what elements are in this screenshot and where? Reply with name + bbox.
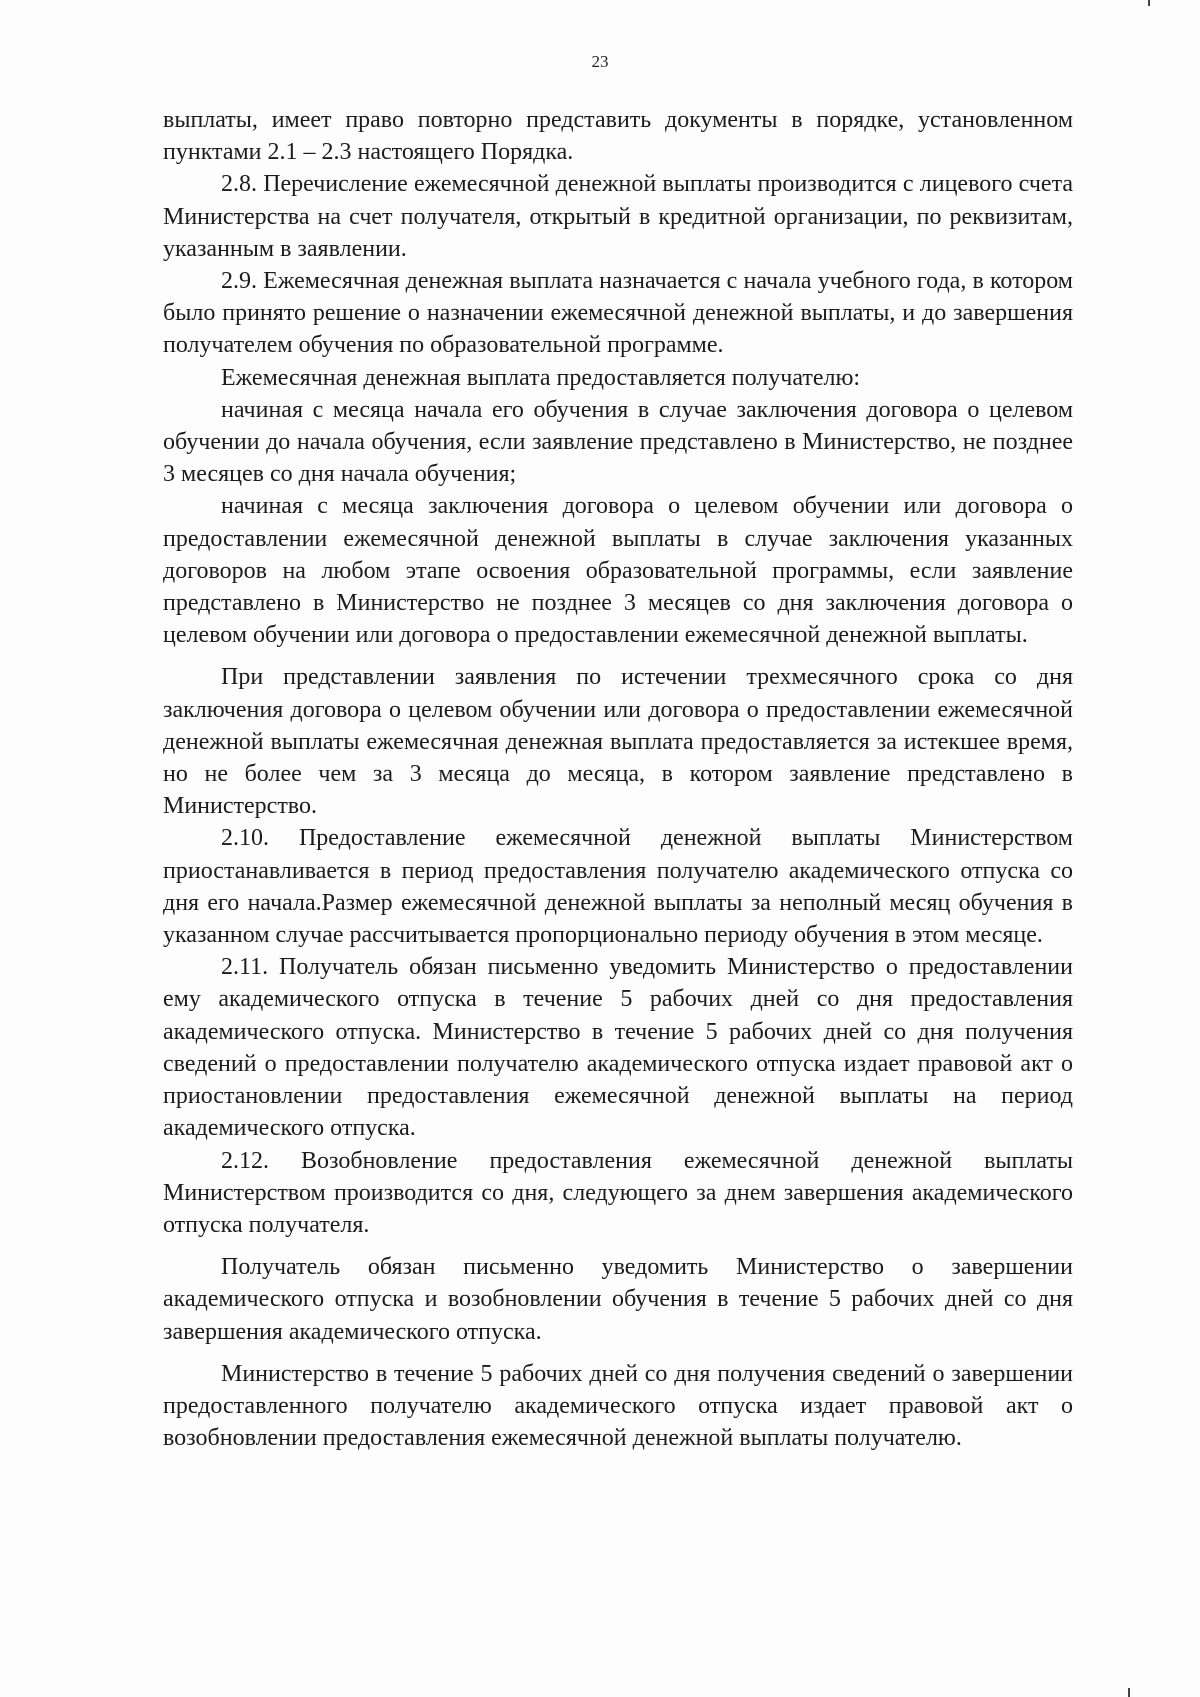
paragraph-2-8: 2.8. Перечисление ежемесячной денежной выплаты производится с лицевого счета Министерства на счет получателя, открытый в кредитной организации, по реквизитам, указанным в заявлении. xyxy=(163,171,1073,262)
paragraph-2-12: 2.12. Возобновление предоставления ежемесячной денежной выплаты Министерством производится со дня, следующего за днем завершения академического отпуска получателя. xyxy=(163,1147,1073,1238)
paragraph-2-10: 2.10. Предоставление ежемесячной денежной выплаты Министерством приостанавливается в период предоставления получателю академического отпуска со дня его начала.Размер ежемесячной денежной выплаты за неполный месяц обучения в указанном случае рассчитывается пропорционально периоду обучения в этом месяце. xyxy=(163,825,1073,949)
paragraph-provision-intro: Ежемесячная денежная выплата предоставляется получателю: xyxy=(221,364,861,391)
paragraph-provision-case-2: начиная с месяца заключения договора о целевом обучении или договора о предоставлении ежемесячной денежной выплаты в случае заключения указанных договоров на любом этапе освоения образовательной программы, если заявление представлено в Министерство не позднее 3 месяцев со дня заключения договора о целевом обучении или договора о предоставлении ежемесячной денежной выплаты. xyxy=(163,493,1073,649)
page-number: 23 xyxy=(591,52,609,71)
paragraph-2-9: 2.9. Ежемесячная денежная выплата назначается с начала учебного года, в котором было принято решение о назначении ежемесячной денежной выплаты, и до завершения получателем обучения по образовательной программе. xyxy=(163,268,1073,359)
paragraph-provision-case-1: начиная с месяца начала его обучения в случае заключения договора о целевом обучении до начала обучения, если заявление представлено в Министерство, не позднее 3 месяцев со дня начала обучения; xyxy=(163,396,1073,488)
paragraph-late-application: При представлении заявления по истечении трехмесячного срока со дня заключения договора о целевом обучении или договора о предоставлении ежемесячной денежной выплаты ежемесячная денежная выплата предоставляется за истекшее время, но не более чем за 3 месяца до месяца, в котором заявление представлено в Министерство. xyxy=(163,664,1073,820)
paragraph-notify-completion: Получатель обязан письменно уведомить Министерство о завершении академического отпуска и возобновлении обучения в течение 5 рабочих дней со дня завершения академического отпуска. xyxy=(163,1254,1073,1345)
paragraph-continuation: выплаты, имеет право повторно представить документы в порядке, установленном пунктами 2.1 – 2.3 настоящего Порядка. xyxy=(163,107,1073,166)
scan-mark-bottom xyxy=(1128,1688,1130,1697)
scan-mark-top xyxy=(1148,0,1150,6)
paragraph-resumption-act: Министерство в течение 5 рабочих дней со дня получения сведений о завершении предоставленного получателю академического отпуска издает правовой акт о возобновлении предоставления ежемесячной денежной выплаты получателю. xyxy=(163,1360,1073,1452)
document-body xyxy=(163,104,1073,1454)
paragraph-2-11: 2.11. Получатель обязан письменно уведомить Министерство о предоставлении ему академического отпуска в течение 5 рабочих дней со дня предоставления академического отпуска. Министерство в течение 5 рабочих дней со дня получения сведений о предоставлении получателю академического отпуска издает правовой акт о приостановлении предоставления ежемесячной денежной выплаты на период академического отпуска. xyxy=(163,954,1073,1142)
